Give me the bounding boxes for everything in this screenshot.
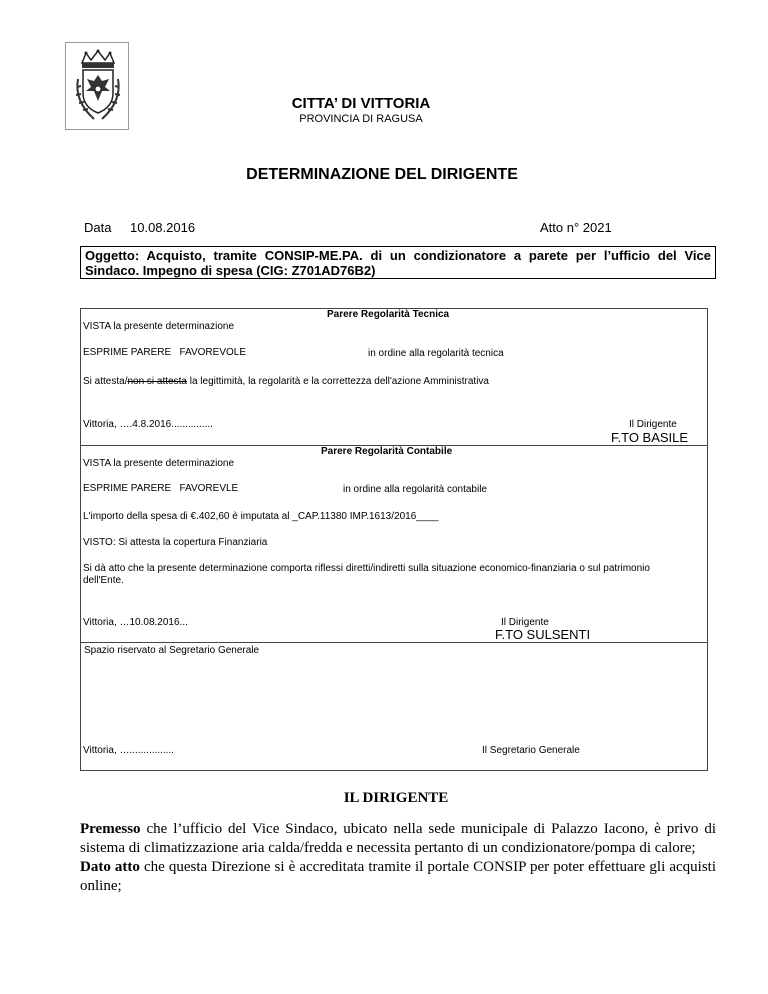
accounting-dirigente-label: Il Dirigente	[501, 617, 549, 628]
city-name: CITTA’ DI VITTORIA	[291, 95, 431, 112]
technical-dirigente-label: Il Dirigente	[629, 419, 677, 430]
secretary-place-date: Vittoria, …................	[83, 745, 174, 756]
accounting-riflessi: Si dà atto che la presente determinazione comporta riflessi diretti/indiretti sulla situazione economico-finanziaria o sul patrimonio dell'Ente.	[83, 563, 650, 586]
accounting-ordine: in ordine alla regolarità contabile	[343, 484, 487, 495]
accounting-visto: VISTO: Si attesta la copertura Finanziaria	[83, 537, 268, 548]
document-body	[80, 820, 716, 896]
paragraph-dato-atto: Dato atto che questa Direzione si è accreditata tramite il portale CONSIP per poter effettuare gli acquisti online;	[80, 859, 716, 894]
subject-box: Oggetto: Acquisto, tramite CONSIP-ME.PA. di un condizionatore a parete per l’ufficio del Vice Sindaco. Impegno di spesa (CIG: Z701AD76B2)	[80, 246, 716, 279]
technical-vista: VISTA la presente determinazione	[83, 321, 235, 332]
date-value: 10.08.2016	[130, 220, 196, 235]
secretary-reserved-space: Spazio riservato al Segretario Generale	[84, 645, 260, 656]
document-title: DETERMINAZIONE DEL DIRIGENTE	[246, 166, 518, 183]
section-heading: IL DIRIGENTE	[343, 790, 449, 806]
province-name: PROVINCIA DI RAGUSA	[299, 113, 423, 125]
accounting-importo: L'importo della spesa di €.402,60 è imputata al _CAP.11380 IMP.1613/2016____	[83, 511, 439, 522]
technical-attestation: Si attesta/non si attesta la legittimità, la regolarità e la correttezza dell'azione Amministrativa	[83, 376, 489, 387]
divider	[81, 642, 707, 643]
accounting-place-date: Vittoria, …10.08.2016...	[83, 617, 188, 628]
technical-signature: F.TO BASILE	[611, 430, 689, 445]
technical-place-date: Vittoria, ….4.8.2016...............	[83, 419, 213, 430]
opinions-form	[80, 308, 708, 771]
date-label: Data	[84, 220, 112, 235]
accounting-signature: F.TO SULSENTI	[495, 627, 591, 642]
accounting-vista: VISTA la presente determinazione	[83, 458, 235, 469]
paragraph-premesso: Premesso che l’ufficio del Vice Sindaco, ubicato nella sede municipale di Palazzo Iacono, è privo di sistema di climatizzazione aria calda/fredda e necessita pertanto di un condizionatore/pompa di calore;	[80, 821, 716, 856]
act-number: Atto n° 2021	[540, 220, 612, 235]
secretary-label: Il Segretario Generale	[482, 745, 580, 756]
technical-opinion-title: Parere Regolarità Tecnica	[327, 309, 450, 320]
accounting-opinion-title: Parere Regolarità Contabile	[321, 446, 453, 457]
technical-ordine: in ordine alla regolarità tecnica	[368, 348, 504, 359]
accounting-esprime: ESPRIME PARERE FAVOREVLE	[83, 483, 239, 494]
technical-esprime: ESPRIME PARERE FAVOREVOLE	[83, 347, 247, 358]
